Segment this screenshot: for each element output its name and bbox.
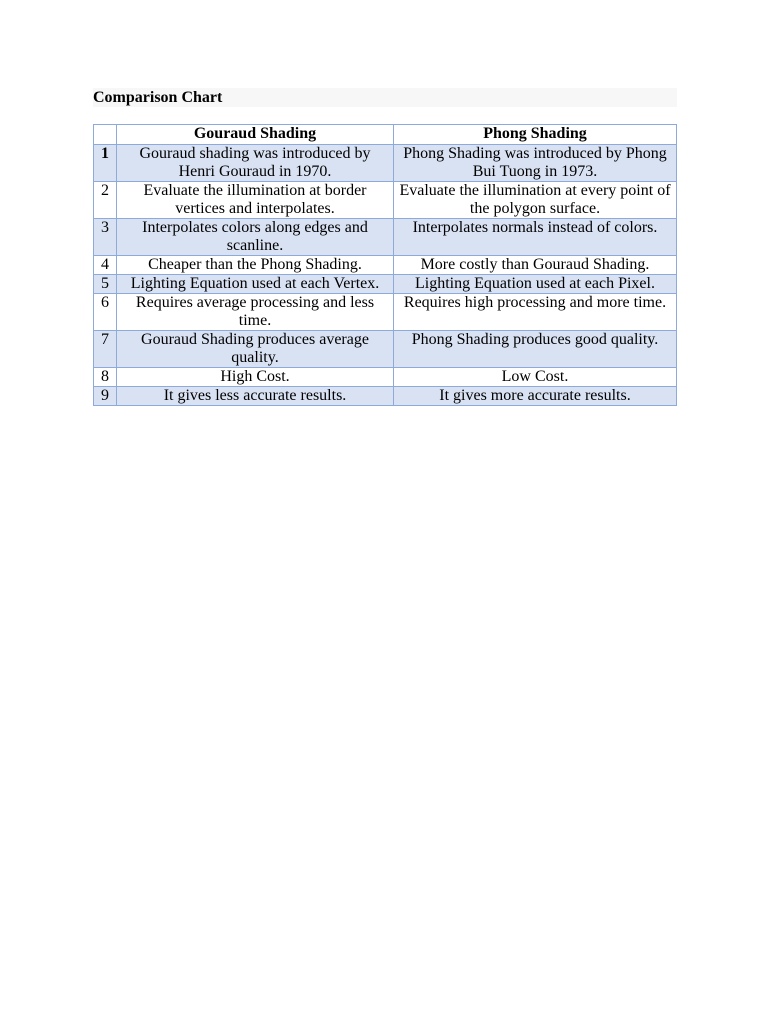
row-number: 9	[94, 387, 117, 406]
table-row	[94, 219, 677, 256]
page-title: Comparison Chart	[93, 88, 677, 107]
phong-cell: Interpolates normals instead of colors.	[394, 219, 677, 256]
table-row	[94, 275, 677, 294]
gouraud-cell: Requires average processing and less time.	[117, 294, 394, 331]
gouraud-cell: Lighting Equation used at each Vertex.	[117, 275, 394, 294]
gouraud-cell: Interpolates colors along edges and scanline.	[117, 219, 394, 256]
header-gouraud: Gouraud Shading	[117, 125, 394, 145]
row-number: 2	[94, 182, 117, 219]
row-number: 3	[94, 219, 117, 256]
row-number: 8	[94, 368, 117, 387]
phong-cell: Lighting Equation used at each Pixel.	[394, 275, 677, 294]
phong-cell: Phong Shading produces good quality.	[394, 331, 677, 368]
table-row	[94, 182, 677, 219]
gouraud-cell: Cheaper than the Phong Shading.	[117, 256, 394, 275]
table-row	[94, 368, 677, 387]
gouraud-cell: High Cost.	[117, 368, 394, 387]
row-number: 7	[94, 331, 117, 368]
gouraud-cell: Evaluate the illumination at border vertices and interpolates.	[117, 182, 394, 219]
phong-cell: Requires high processing and more time.	[394, 294, 677, 331]
gouraud-cell: Gouraud shading was introduced by Henri Gouraud in 1970.	[117, 145, 394, 182]
gouraud-cell: It gives less accurate results.	[117, 387, 394, 406]
header-phong: Phong Shading	[394, 125, 677, 145]
row-number: 5	[94, 275, 117, 294]
row-number: 6	[94, 294, 117, 331]
table-row	[94, 294, 677, 331]
table-row	[94, 387, 677, 406]
phong-cell: Phong Shading was introduced by Phong Bui Tuong in 1973.	[394, 145, 677, 182]
table-row	[94, 331, 677, 368]
phong-cell: Low Cost.	[394, 368, 677, 387]
table-header-row	[94, 125, 677, 145]
table-row	[94, 256, 677, 275]
table-row	[94, 145, 677, 182]
phong-cell: More costly than Gouraud Shading.	[394, 256, 677, 275]
gouraud-cell: Gouraud Shading produces average quality.	[117, 331, 394, 368]
row-number: 1	[94, 145, 117, 182]
phong-cell: It gives more accurate results.	[394, 387, 677, 406]
row-number: 4	[94, 256, 117, 275]
header-number	[94, 125, 117, 145]
comparison-table	[93, 124, 677, 406]
phong-cell: Evaluate the illumination at every point of the polygon surface.	[394, 182, 677, 219]
